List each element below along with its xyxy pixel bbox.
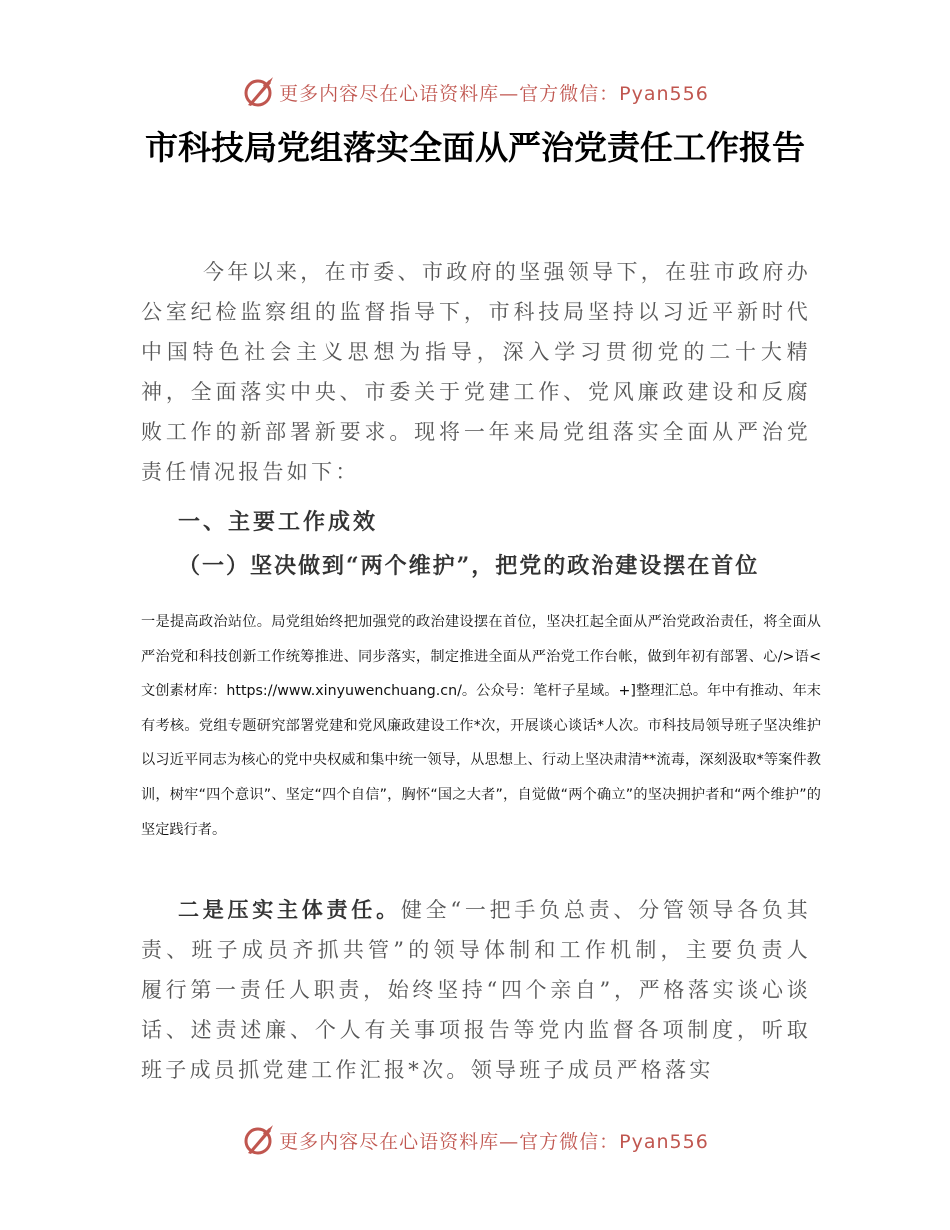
paragraph-body: 健全“一把手负总责、分管领导各负其责、班子成员齐抓共管”的领导体制和工作机制，主要负责人履行第一责任人职责，始终坚持“四个亲自”，严格落实谈心谈话、述责述廉、个人有关事项报告等党内监督各项制度，听取班子成员抓党建工作汇报*次。领导班子成员严格落实 xyxy=(141,898,811,1082)
page-title: 市科技局党组落实全面从严治党责任工作报告 xyxy=(145,128,805,167)
watermark-banner-bottom xyxy=(0,1120,950,1160)
intro-paragraph: 今年以来，在市委、市政府的坚强领导下，在驻市政府办公室纪检监察组的监督指导下，市科技局坚持以习近平新时代中国特色社会主义思想为指导，深入学习贯彻党的二十大精神，全面落实中央、市委关于党建工作、党风廉政建设和反腐败工作的新部署新要求。现将一年来局党组落实全面从严治党责任情况报告如下： xyxy=(141,260,811,484)
quill-logo-icon xyxy=(241,75,275,109)
subsection-heading-two-safeguards: （一）坚决做到“两个维护”，把党的政治建设摆在首位 xyxy=(178,553,760,579)
section-heading-main-results: 一、主要工作成效 xyxy=(178,509,379,535)
paragraph-lead: 二是压实主体责任。 xyxy=(178,897,401,922)
political-standing-paragraph: 一是提高政治站位。局党组始终把加强党的政治建设摆在首位，坚决扛起全面从严治党政治责任，将全面从严治党和科技创新工作统筹推进、同步落实，制定推进全面从严治党工作台帐，做到年初有部署、心/>语<文创素材库：https://www.xinyuwenchuang.cn/。公众号：笔杆子星域。+]整理汇总。年中有推动、年末有考核。党组专题研究部署党建和党风廉政建设工作*次，开展谈心谈话*人次。市科技局领导班子坚决维护以习近平同志为核心的党中央权威和集中统一领导，从思想上、行动上坚决肃清**流毒，深刻汲取*等案件教训，树牢“四个意识”、坚定“四个自信”，胸怀“国之大者”，自觉做“两个确立”的坚决拥护者和“两个维护”的坚定践行者。 xyxy=(141,614,821,838)
watermark-text: 更多内容尽在心语资料库—官方微信：Pyan556 xyxy=(279,1130,709,1153)
watermark-text: 更多内容尽在心语资料库—官方微信：Pyan556 xyxy=(279,82,709,105)
watermark-banner-top xyxy=(0,72,950,112)
main-responsibility-paragraph xyxy=(141,890,811,1090)
quill-logo-icon xyxy=(241,1123,275,1157)
